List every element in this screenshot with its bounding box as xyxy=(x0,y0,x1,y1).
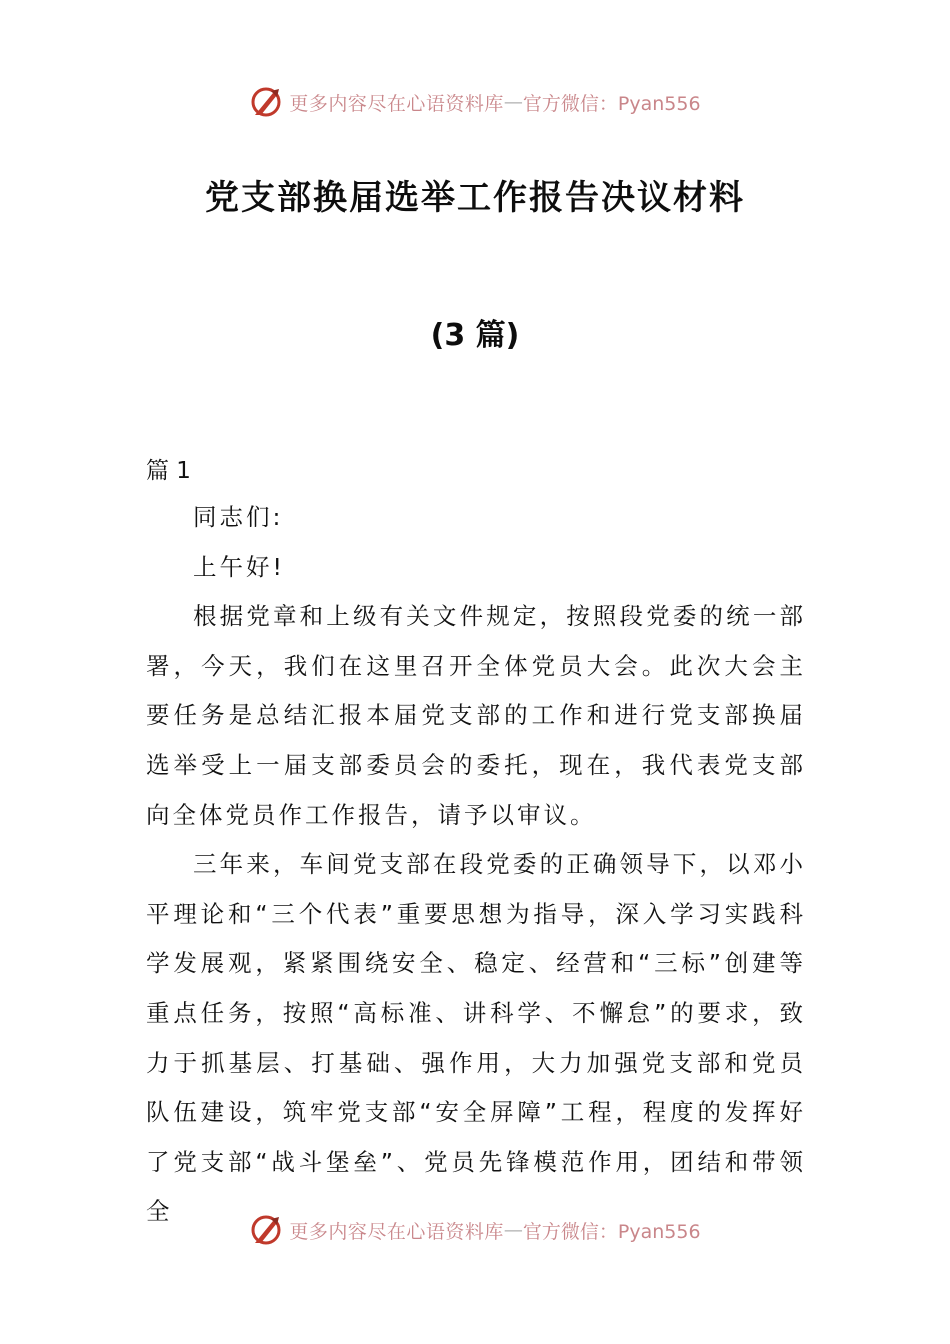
paragraph-intro: 根据党章和上级有关文件规定，按照段党委的统一部署，今天，我们在这里召开全体党员大会。此次大会主要任务是总结汇报本届党支部的工作和进行党支部换届选举受上一届支部委员会的委托，现在，我代表党支部向全体党员作工作报告，请予以审议。 xyxy=(146,602,806,829)
quill-pen-circle-icon xyxy=(249,1213,283,1247)
document-title: 党支部换届选举工作报告决议材料 xyxy=(205,178,745,218)
watermark-header xyxy=(0,80,950,124)
watermark-contact: 官方微信：Pyan556 xyxy=(522,1220,701,1243)
document-subtitle: (3 篇) xyxy=(430,318,520,353)
watermark-text: 更多内容尽在心语资料库 xyxy=(289,92,504,115)
paragraph-greeting: 上午好! xyxy=(193,552,285,581)
quill-pen-circle-icon xyxy=(249,85,283,119)
watermark-separator: — xyxy=(503,91,523,113)
watermark-separator: — xyxy=(503,1219,523,1241)
watermark-text: 更多内容尽在心语资料库 xyxy=(289,1220,504,1243)
paragraph-summary: 三年来，车间党支部在段党委的正确领导下，以邓小平理论和“三个代表”重要思想为指导，深入学习实践科学发展观，紧紧围绕安全、稳定、经营和“三标”创建等重点任务，按照“高标准、讲科学、不懈怠”的要求，致力于抓基层、打基础、强作用，大力加强党支部和党员队伍建设，筑牢党支部“安全屏障”工程，程度的发挥好了党支部“战斗堡垒”、党员先锋模范作用，团结和带领全 xyxy=(146,850,806,1226)
section-label: 篇 1 xyxy=(146,458,191,484)
document-body xyxy=(146,493,806,1237)
watermark-contact: 官方微信：Pyan556 xyxy=(522,92,701,115)
watermark-footer xyxy=(0,1208,950,1252)
paragraph-salutation: 同志们: xyxy=(193,503,284,531)
